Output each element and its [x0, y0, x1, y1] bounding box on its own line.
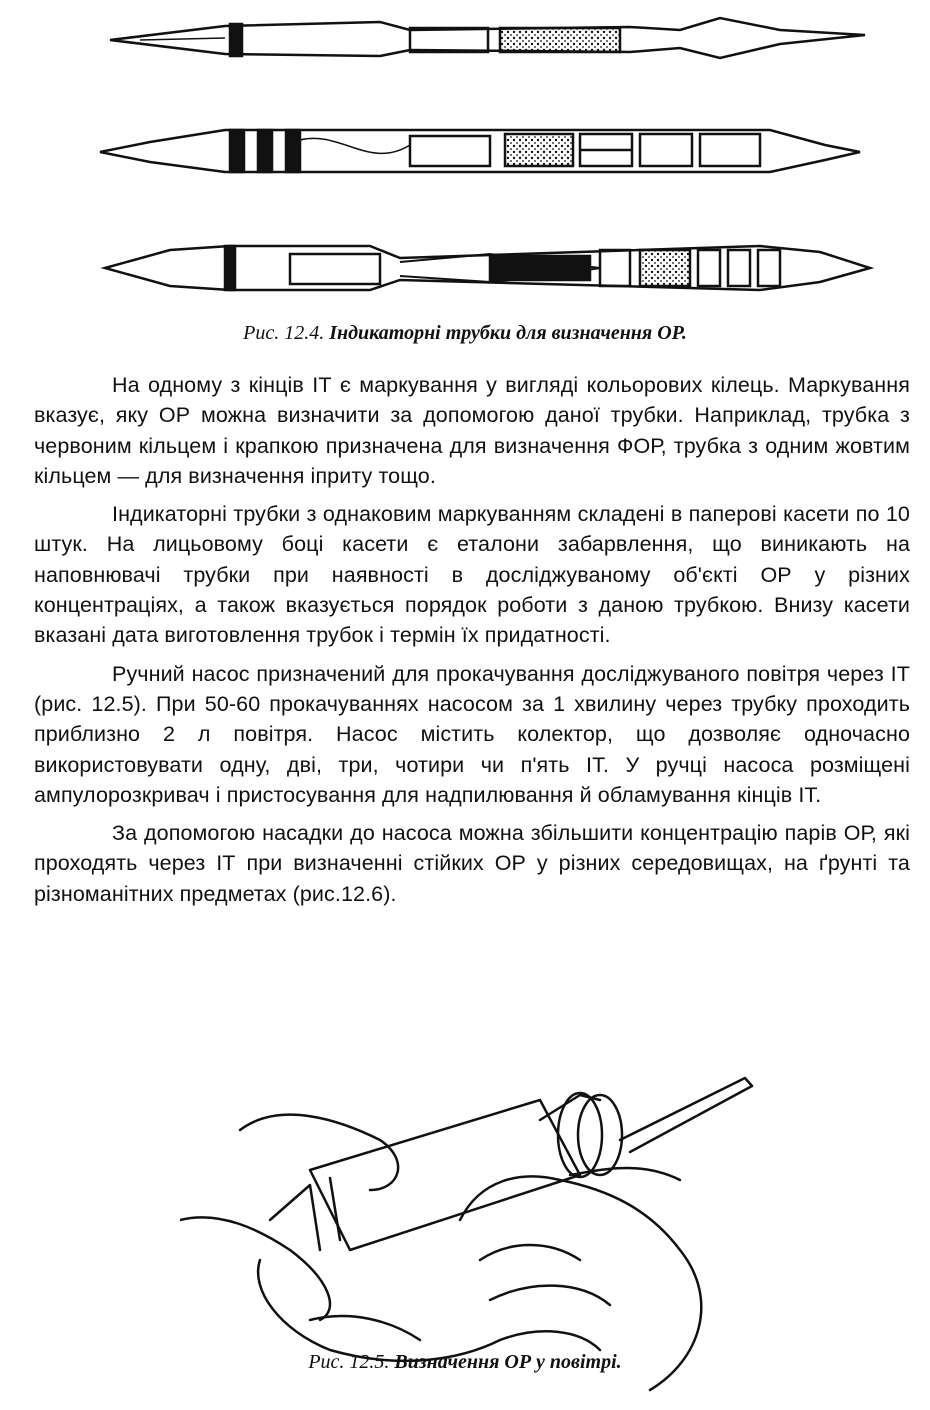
paragraph: На одному з кінців ІТ є маркування у вигляді кольорових кілець. Маркування вказує, яку ОР можна визначити за допомогою даної трубки. Наприклад, трубка з червоним кільцем і крапкою призначена для визначення ФОР, трубка з одним жовтим кільцем — для визначення іприту тощо. [34, 373, 910, 488]
paragraph: Індикаторні трубки з однаковим маркуванням складені в паперові касети по 10 штук. На лицьовому боці касети є еталони забарвлення, що виникають на наповнювачі трубки при наявності в досліджуваному об'єкті ОР у різних концентраціях, а також вказується порядок роботи з даною трубкою. Внизу касети вказані дата виготовлення трубок і термін їх придатності. [34, 502, 910, 648]
paragraph: За допомогою насадки до насоса можна збільшити концентрацію парів ОР, які проходять через ІТ при визначенні стійких ОР у різних середовищах, на ґрунті та різноманітних предметах (рис.12.6). [34, 821, 910, 906]
indicator-tube-1 [110, 18, 865, 58]
figure-title: Визначення ОР у повітрі. [394, 1351, 622, 1373]
figure-number: Рис. 12.5. [308, 1351, 395, 1373]
figure-number: Рис. 12.4. [243, 322, 330, 344]
indicator-tubes-figure [80, 0, 880, 315]
indicator-tube-3 [105, 246, 870, 290]
figure-caption-12-4 [0, 322, 930, 345]
paragraph: Ручний насос призначений для прокачування досліджуваного повітря через ІТ (рис. 12.5). При 50-60 прокачуваннях насосом за 1 хвилину через трубку проходить приблизно 2 л повітря. Насос містить колектор, що дозволяє одночасно використовувати одну, дві, три, чотири чи п'ять ІТ. У ручці насоса розміщені ампулорозкривач і пристосування для надпилювання й обламування кінців ІТ. [34, 661, 910, 807]
figure-title: Індикаторні трубки для визначення ОР. [329, 322, 687, 344]
indicator-tube-2 [100, 130, 860, 172]
body-text [34, 370, 910, 917]
figure-caption-12-5 [0, 1351, 930, 1374]
